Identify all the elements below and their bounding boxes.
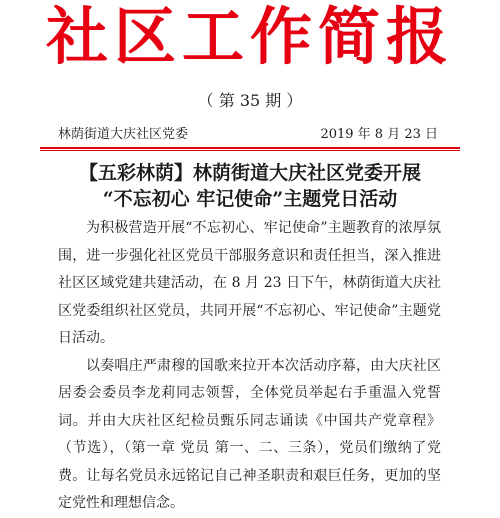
article-paragraph: 为积极营造开展“不忘初心、牢记使命”主题教育的浓厚氛围，进一步强化社区党员干部服务意识和责任担当，深入推进社区区域党建共建活动，在 8 月 23 日下午，林荫街道大庆社区党委组织社区党员，共同开展“不忘初心、牢记使命”主题党日活动。: [58, 220, 441, 346]
publish-date: 2019 年 8 月 23 日: [320, 127, 438, 142]
meta-row: [58, 125, 438, 145]
article-headline-line1: 【五彩林荫】林荫街道大庆社区党委开展: [78, 162, 421, 184]
header-divider-thin: [40, 150, 460, 151]
article-paragraph: 以奏唱庄严肃穆的国歌来拉开本次活动序幕，由大庆社区居委会委员李龙莉同志领誓，全体党员举起右手重温入党誓词。并由大庆社区纪检员甄乐同志诵读《中国共产党章程》（节选），（第一章 党员 第一、二、三条），党员们缴纳了党费。让每名党员永远铭记自己神圣职责和艰巨任务，更加的坚定党性和理想信念。: [58, 357, 441, 511]
publisher: 林荫街道大庆社区党委: [58, 127, 189, 142]
article-headline-line2: “不忘初心 牢记使命”主题党日活动: [102, 188, 398, 210]
masthead-title: 社区工作简报: [45, 0, 454, 73]
article-body: [58, 215, 441, 518]
issue-number: （ 第 35 期 ）: [197, 91, 303, 110]
header-divider-thick: [40, 147, 460, 149]
